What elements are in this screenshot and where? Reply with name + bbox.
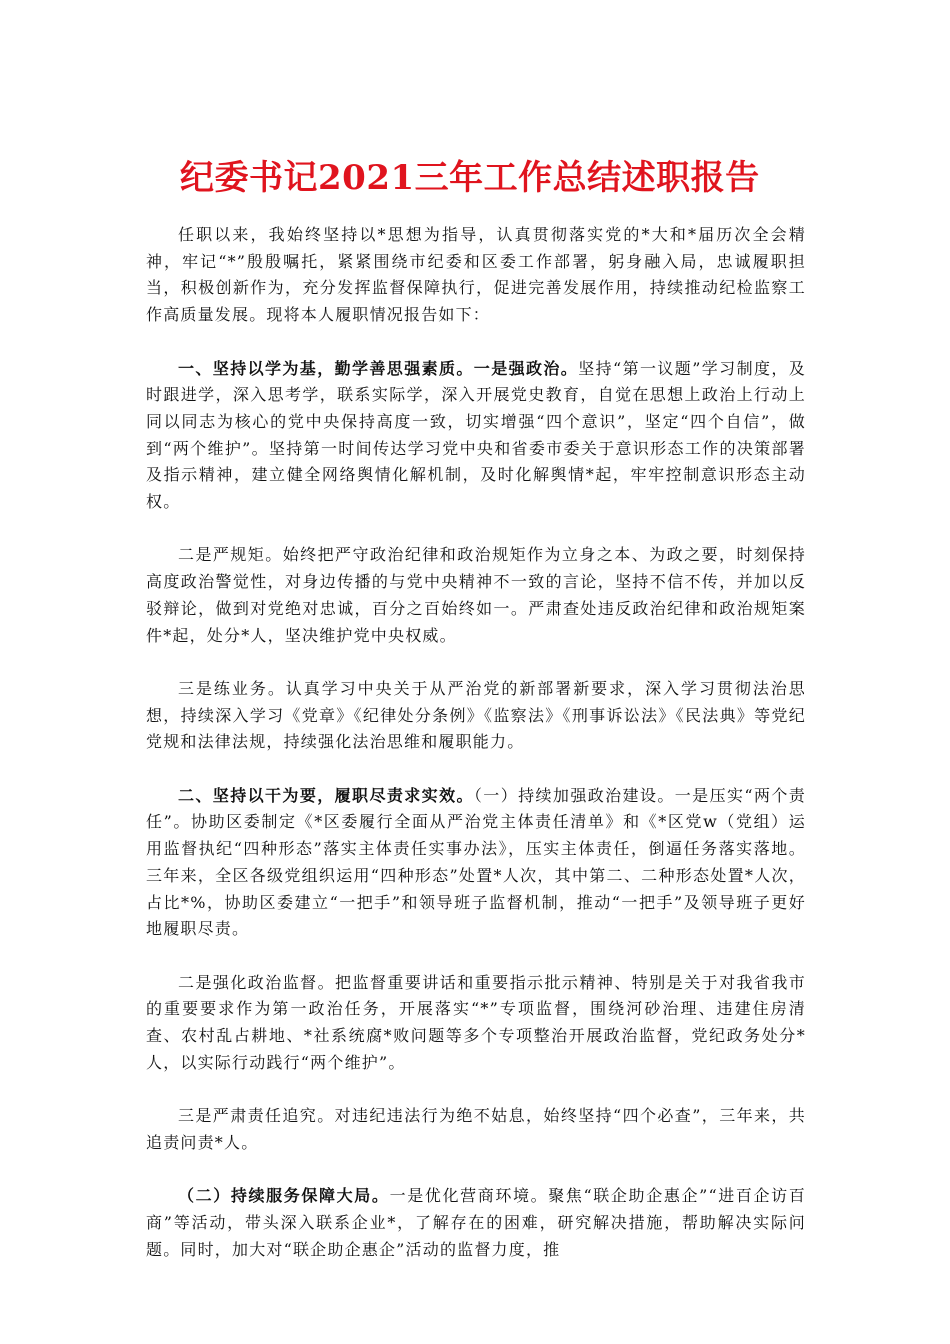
paragraph-text: （一）持续加强政治建设。一是压实“两个责任”。协助区委制定《*区委履行全面从严治党主体责任清单》和《*区党w（党组）运用监督执纪“四种形态”落实主体责任实事办法》，压实主体责任，倒逼任务落实落地。三年来，全区各级党组织运用“四种形态”处置*人次，其中第二、二种形态处置*人次，占比*%，协助区委建立“一把手”和领导班子监督机制，推动“一把手”及领导班子更好地履职尽责。 xyxy=(146,785,806,939)
document-title: 纪委书记2021三年工作总结述职报告 xyxy=(180,158,760,198)
paragraph-text: 二是强化政治监督。把监督重要讲话和重要指示批示精神、特别是关于对我省我市的重要要求作为第一政治任务，开展落实“*”专项监督，围绕河砂治理、违建住房清查、农村乱占耕地、*社系统腐*败问题等多个专项整治开展政治监督，党纪政务处分*人，以实际行动践行“两个维护”。 xyxy=(146,972,806,1072)
paragraph-section-1 xyxy=(146,356,806,516)
paragraph-practice-business xyxy=(146,676,806,756)
paragraph-strict-rules xyxy=(146,542,806,649)
paragraph-accountability xyxy=(146,1103,806,1156)
paragraph-text: 二是严规矩。始终把严守政治纪律和政治规矩作为立身之本、为政之要，时刻保持高度政治警觉性，对身边传播的与党中央精神不一致的言论，坚持不信不传，并加以反驳辩论，做到对党绝对忠诚，百分之百始终如一。严肃查处违反政治纪律和政治规矩案件*起，处分*人，坚决维护党中央权威。 xyxy=(146,545,806,645)
paragraph-text: 三是严肃责任追究。对违纪违法行为绝不姑息，始终坚持“四个必查”，三年来，共追责问责*人。 xyxy=(146,1106,806,1152)
paragraph-section-2 xyxy=(146,783,806,943)
paragraph-text: 一是优化营商环境。聚焦“联企助企惠企”“进百企访百商”等活动，带头深入联系企业*，了解存在的困难，研究解决措施，帮助解决实际问题。同时，加大对“联企助企惠企”活动的监督力度，推 xyxy=(146,1186,806,1259)
paragraph-text: 三是练业务。认真学习中央关于从严治党的新部署新要求，深入学习贯彻法治思想，持续深入学习《党章》《纪律处分条例》《监察法》《刑事诉讼法》《民法典》等党纪党规和法律法规，持续强化法治思维和履职能力。 xyxy=(146,678,806,752)
paragraph-lead: 一、坚持以学为基，勤学善思强素质。一是强政治。 xyxy=(178,358,579,378)
paragraph-text: 坚持“第一议题”学习制度，及时跟进学，深入思考学，联系实际学，深入开展党史教育，自觉在思想上政治上行动上同以同志为核心的党中央保持高度一致，切实增强“四个意识”，坚定“四个自信”，做到“两个维护”。坚持第一时间传达学习党中央和省委市委关于意识形态工作的决策部署及指示精神，建立健全网络舆情化解机制，及时化解舆情*起，牢牢控制意识形态主动权。 xyxy=(146,358,806,512)
paragraph-political-supervision xyxy=(146,970,806,1077)
paragraph-service-overall xyxy=(146,1183,806,1263)
paragraph-text: 任职以来，我始终坚持以*思想为指导，认真贯彻落实党的*大和*届历次全会精神，牢记“*”殷殷嘱托，紧紧围绕市纪委和区委工作部署，躬身融入局，忠诚履职担当，积极创新作为，充分发挥监督保障执行，促进完善发展作用，持续推动纪检监察工作高质量发展。现将本人履职情况报告如下： xyxy=(146,225,806,325)
paragraph-lead: （二）持续服务保障大局。 xyxy=(178,1186,390,1206)
paragraph-lead: 二、坚持以干为要，履职尽责求实效。 xyxy=(178,785,474,805)
paragraph-intro xyxy=(146,222,806,329)
document-body xyxy=(146,222,806,1263)
